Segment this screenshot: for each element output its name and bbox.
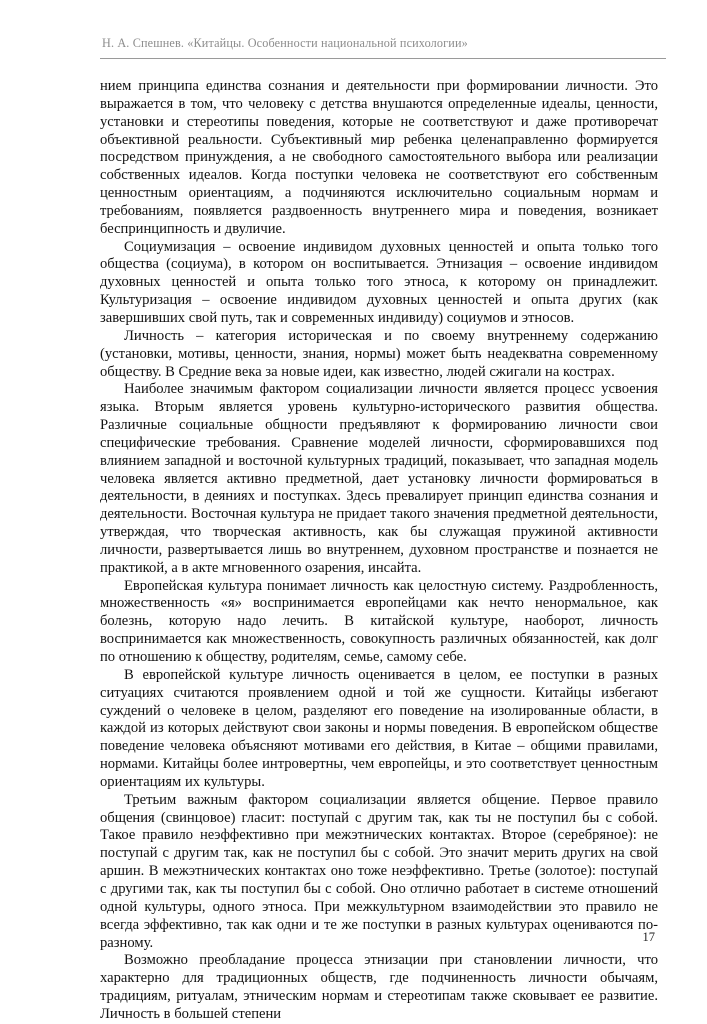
running-header: Н. А. Спешнев. «Китайцы. Особенности национальной психологии» — [102, 36, 468, 50]
paragraph: Наиболее значимым фактором социализации личности является процесс усвоения языка. Вторым является уровень культурно-исторического развития общества. Различные социальные общности предъявляют к формированию личности свои специфические требования. Сравнение моделей личности, сформировавшихся под влиянием западной и восточной культурных традиций, показывает, что западная модель человека является активно предметной, дает установку личности формироваться в деятельности, в деяниях и поступках. Здесь превалирует принцип единства сознания и деятельности. Восточная культура не придает такого значения предметной деятельности, утверждая, что творческая активность, как бы служащая пружиной активности личности, развертывается лишь во внутреннем, духовном пространстве и познается не практикой, а в акте мгновенного озарения, инсайта. — [100, 381, 658, 576]
main-text — [100, 78, 658, 1024]
paragraph: Третьим важным фактором социализации является общение. Первое правило общения (свинцовое) гласит: поступай с другим так, как ты не поступил бы с собой. Такое правило неэффективно при межэтнических контактах. Второе (серебряное): не поступай с другим так, как не поступил бы с собой. Это значит мерить других на свой аршин. В межэтнических контактах оно тоже неэффективно. Третье (золотое): поступай с другими так, как ты поступил бы с собой. Оно отлично работает в системе отношений одной культуры, одного этноса. При межкультурном взаимодействии это правило не всегда эффективно, так как одни и те же поступки в разных культурах оцениваются по-разному. — [100, 791, 658, 951]
paragraph: Возможно преобладание процесса этнизации при становлении личности, что характерно для традиционных обществ, где подчиненность личности обычаям, традициям, ритуалам, этническим нормам и стереотипам также сковывает ее развитие. Личность в большей степени — [100, 952, 658, 1022]
paragraph: В европейской культуре личность оценивается в целом, ее поступки в разных ситуациях считаются проявлением одной и той же сущности. Китайцы избегают суждений о человеке в целом, разделяют его поведение на изолированные области, в каждой из которых действуют свои законы и нормы поведения. В европейском обществе поведение человека объясняют мотивами его действия, в Китае – общими правилами, нормами. Китайцы более интровертны, чем европейцы, и это соответствует ценностным ориентациям их культуры. — [100, 666, 658, 790]
paragraph: Социумизация – освоение индивидом духовных ценностей и опыта только того общества (социума), в котором он воспитывается. Этнизация – освоение индивидом духовных ценностей и опыта только того этноса, к которому он принадлежит. Культуризация – освоение индивидом духовных ценностей и опыта других (как завершивших свой путь, так и современных индивиду) социумов и этносов. — [100, 238, 658, 326]
paragraph: нием принципа единства сознания и деятельности при формировании личности. Это выражается в том, что человеку с детства внушаются определенные идеалы, ценности, установки и стереотипы поведения, которые не соответствуют и даже противоречат объективной реальности. Субъективный мир ребенка целенаправленно формируется посредством принуждения, а не свободного самостоятельного выбора или реализации собственных идеалов. Когда поступки человека не соответствуют его собственным ценностным ориентациям, а подчиняются исключительно социальным нормам и требованиям, появляется раздвоенность внутреннего мира и поведения, возникает беспринципность и двуличие. — [100, 78, 658, 237]
paragraph: Европейская культура понимает личность как целостную систему. Раздробленность, множественность «я» воспринимается европейцами как нечто ненормальное, как болезнь, которую надо лечить. В китайской культуре, наоборот, личность воспринимается как множественность, совокупность различных обязанностей, как долг по отношению к обществу, родителям, семье, самому себе. — [100, 577, 658, 665]
page-number: 17 — [642, 930, 655, 944]
header-divider — [100, 58, 666, 59]
paragraph: Личность – категория историческая и по своему внутреннему содержанию (установки, мотивы, ценности, знания, нормы) может быть неадекватна современному обществу. В Средние века за новые идеи, как известно, людей сжигали на кострах. — [100, 327, 658, 380]
